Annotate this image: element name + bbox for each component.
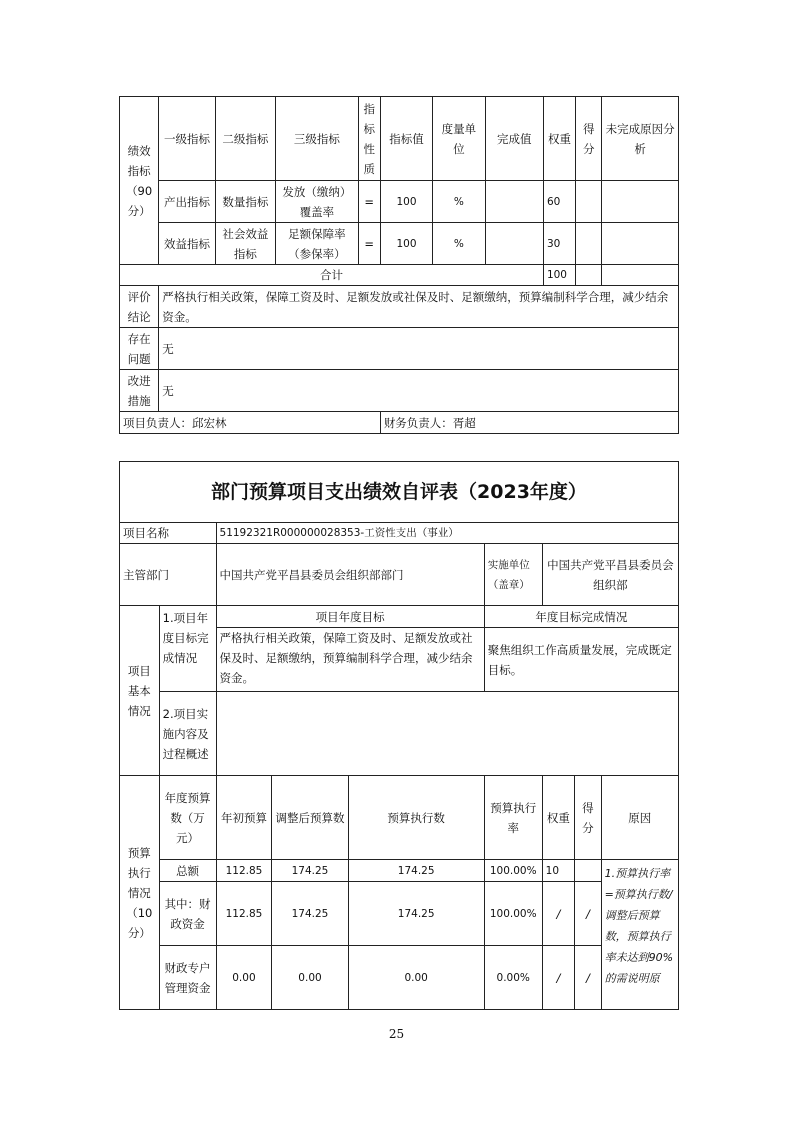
row-level2: 社会效益指标 [215, 223, 275, 265]
table-row [120, 860, 679, 882]
done-text: 聚焦组织工作高质量发展，完成既定目标。 [484, 628, 678, 692]
impl-content-label: 2.项目实施内容及过程概述 [159, 692, 216, 776]
row-level3: 足额保障率（参保率） [276, 223, 359, 265]
budget-header-0: 年度预算数（万元） [159, 776, 216, 860]
impl-unit-value: 中国共产党平昌县委员会组织部 [542, 544, 678, 606]
budget-header-6: 得分 [575, 776, 601, 860]
budget-row-executed: 174.25 [348, 860, 484, 882]
budget-row-score: / [575, 882, 601, 946]
row-score [576, 181, 602, 223]
row-unit: % [433, 223, 485, 265]
dept-value: 中国共产党平昌县委员会组织部部门 [216, 544, 484, 606]
row-score [576, 223, 602, 265]
row-unit: % [433, 181, 485, 223]
budget-row-rate: 100.00% [484, 882, 542, 946]
header-weight: 权重 [543, 97, 575, 181]
row-actual [485, 181, 543, 223]
budget-row-name: 其中：财政资金 [159, 882, 216, 946]
budget-header-4: 预算执行率 [484, 776, 542, 860]
budget-row-weight: 10 [542, 860, 575, 882]
row-level1: 效益指标 [159, 223, 215, 265]
total-weight: 100 [543, 265, 575, 286]
impl-unit-label: 实施单位（盖章） [484, 544, 542, 606]
budget-row-score: / [575, 946, 601, 1010]
impl-content-text [216, 692, 678, 776]
improve-label: 改进措施 [120, 370, 159, 412]
budget-row-adjusted: 174.25 [272, 860, 348, 882]
row-level2: 数量指标 [215, 181, 275, 223]
conclusion-label: 评价结论 [120, 286, 159, 328]
self-evaluation-table [119, 461, 679, 1010]
row-level1: 产出指标 [159, 181, 215, 223]
budget-row-executed: 174.25 [348, 882, 484, 946]
budget-reason-text: 1.预算执行率=预算执行数/调整后预算数，预算执行率未达到90%的需说明原 [601, 860, 678, 1010]
budget-header-7: 原因 [601, 776, 678, 860]
basic-info-label: 项目基本情况 [120, 606, 160, 776]
page-number: 25 [388, 1027, 405, 1041]
budget-header-3: 预算执行数 [348, 776, 484, 860]
row-reason [602, 181, 679, 223]
budget-row-initial: 112.85 [216, 860, 272, 882]
dept-label: 主管部门 [120, 544, 217, 606]
budget-row-rate: 100.00% [484, 860, 542, 882]
header-level1: 一级指标 [159, 97, 215, 181]
table-row [120, 882, 679, 946]
table-row [120, 946, 679, 1010]
goal-header: 项目年度目标 [216, 606, 484, 628]
performance-indicator-table [119, 96, 679, 434]
header-reason: 未完成原因分析 [602, 97, 679, 181]
row-value: 100 [380, 181, 432, 223]
project-lead: 项目负责人：邱宏林 [120, 412, 381, 434]
page-title: 部门预算项目支出绩效自评表（2023年度） [120, 462, 679, 523]
budget-row-adjusted: 174.25 [272, 882, 348, 946]
row-weight: 60 [543, 181, 575, 223]
total-score [576, 265, 602, 286]
done-header: 年度目标完成情况 [484, 606, 678, 628]
budget-header-5: 权重 [542, 776, 575, 860]
row-reason [602, 223, 679, 265]
header-level3: 三级指标 [276, 97, 359, 181]
budget-row-initial: 112.85 [216, 882, 272, 946]
header-actual: 完成值 [485, 97, 543, 181]
budget-header-2: 调整后预算数 [272, 776, 348, 860]
budget-label: 预算执行情况（10分） [120, 776, 160, 1010]
row-value: 100 [380, 223, 432, 265]
header-unit: 度量单位 [433, 97, 485, 181]
budget-row-score [575, 860, 601, 882]
row-actual [485, 223, 543, 265]
problems-label: 存在问题 [120, 328, 159, 370]
total-reason [602, 265, 679, 286]
budget-row-adjusted: 0.00 [272, 946, 348, 1010]
budget-row-executed: 0.00 [348, 946, 484, 1010]
goal-text: 严格执行相关政策，保障工资及时、足额发放或社保及时、足额缴纳，预算编制科学合理，减少结余资金。 [216, 628, 484, 692]
conclusion-text: 严格执行相关政策，保障工资及时、足额发放或社保及时、足额缴纳，预算编制科学合理，减少结余资金。 [159, 286, 679, 328]
header-level2: 二级指标 [215, 97, 275, 181]
budget-header-1: 年初预算 [216, 776, 272, 860]
section-label: 绩效指标（90分） [120, 97, 159, 265]
finance-lead: 财务负责人：胥超 [380, 412, 678, 434]
budget-row-initial: 0.00 [216, 946, 272, 1010]
budget-row-name: 总额 [159, 860, 216, 882]
project-name-label: 项目名称 [120, 523, 217, 544]
table-row [120, 223, 679, 265]
header-nature: 指标性质 [358, 97, 380, 181]
row-level3: 发放（缴纳）覆盖率 [276, 181, 359, 223]
row-nature: = [358, 181, 380, 223]
budget-row-rate: 0.00% [484, 946, 542, 1010]
budget-row-weight: / [542, 946, 575, 1010]
total-label: 合计 [120, 265, 544, 286]
goal-label: 1.项目年度目标完成情况 [159, 606, 216, 692]
table-row [120, 181, 679, 223]
header-score: 得分 [576, 97, 602, 181]
header-value: 指标值 [380, 97, 432, 181]
project-name: 51192321R000000028353-工资性支出（事业） [216, 523, 678, 544]
row-nature: = [358, 223, 380, 265]
row-weight: 30 [543, 223, 575, 265]
improve-text: 无 [159, 370, 679, 412]
budget-row-weight: / [542, 882, 575, 946]
budget-row-name: 财政专户管理资金 [159, 946, 216, 1010]
problems-text: 无 [159, 328, 679, 370]
